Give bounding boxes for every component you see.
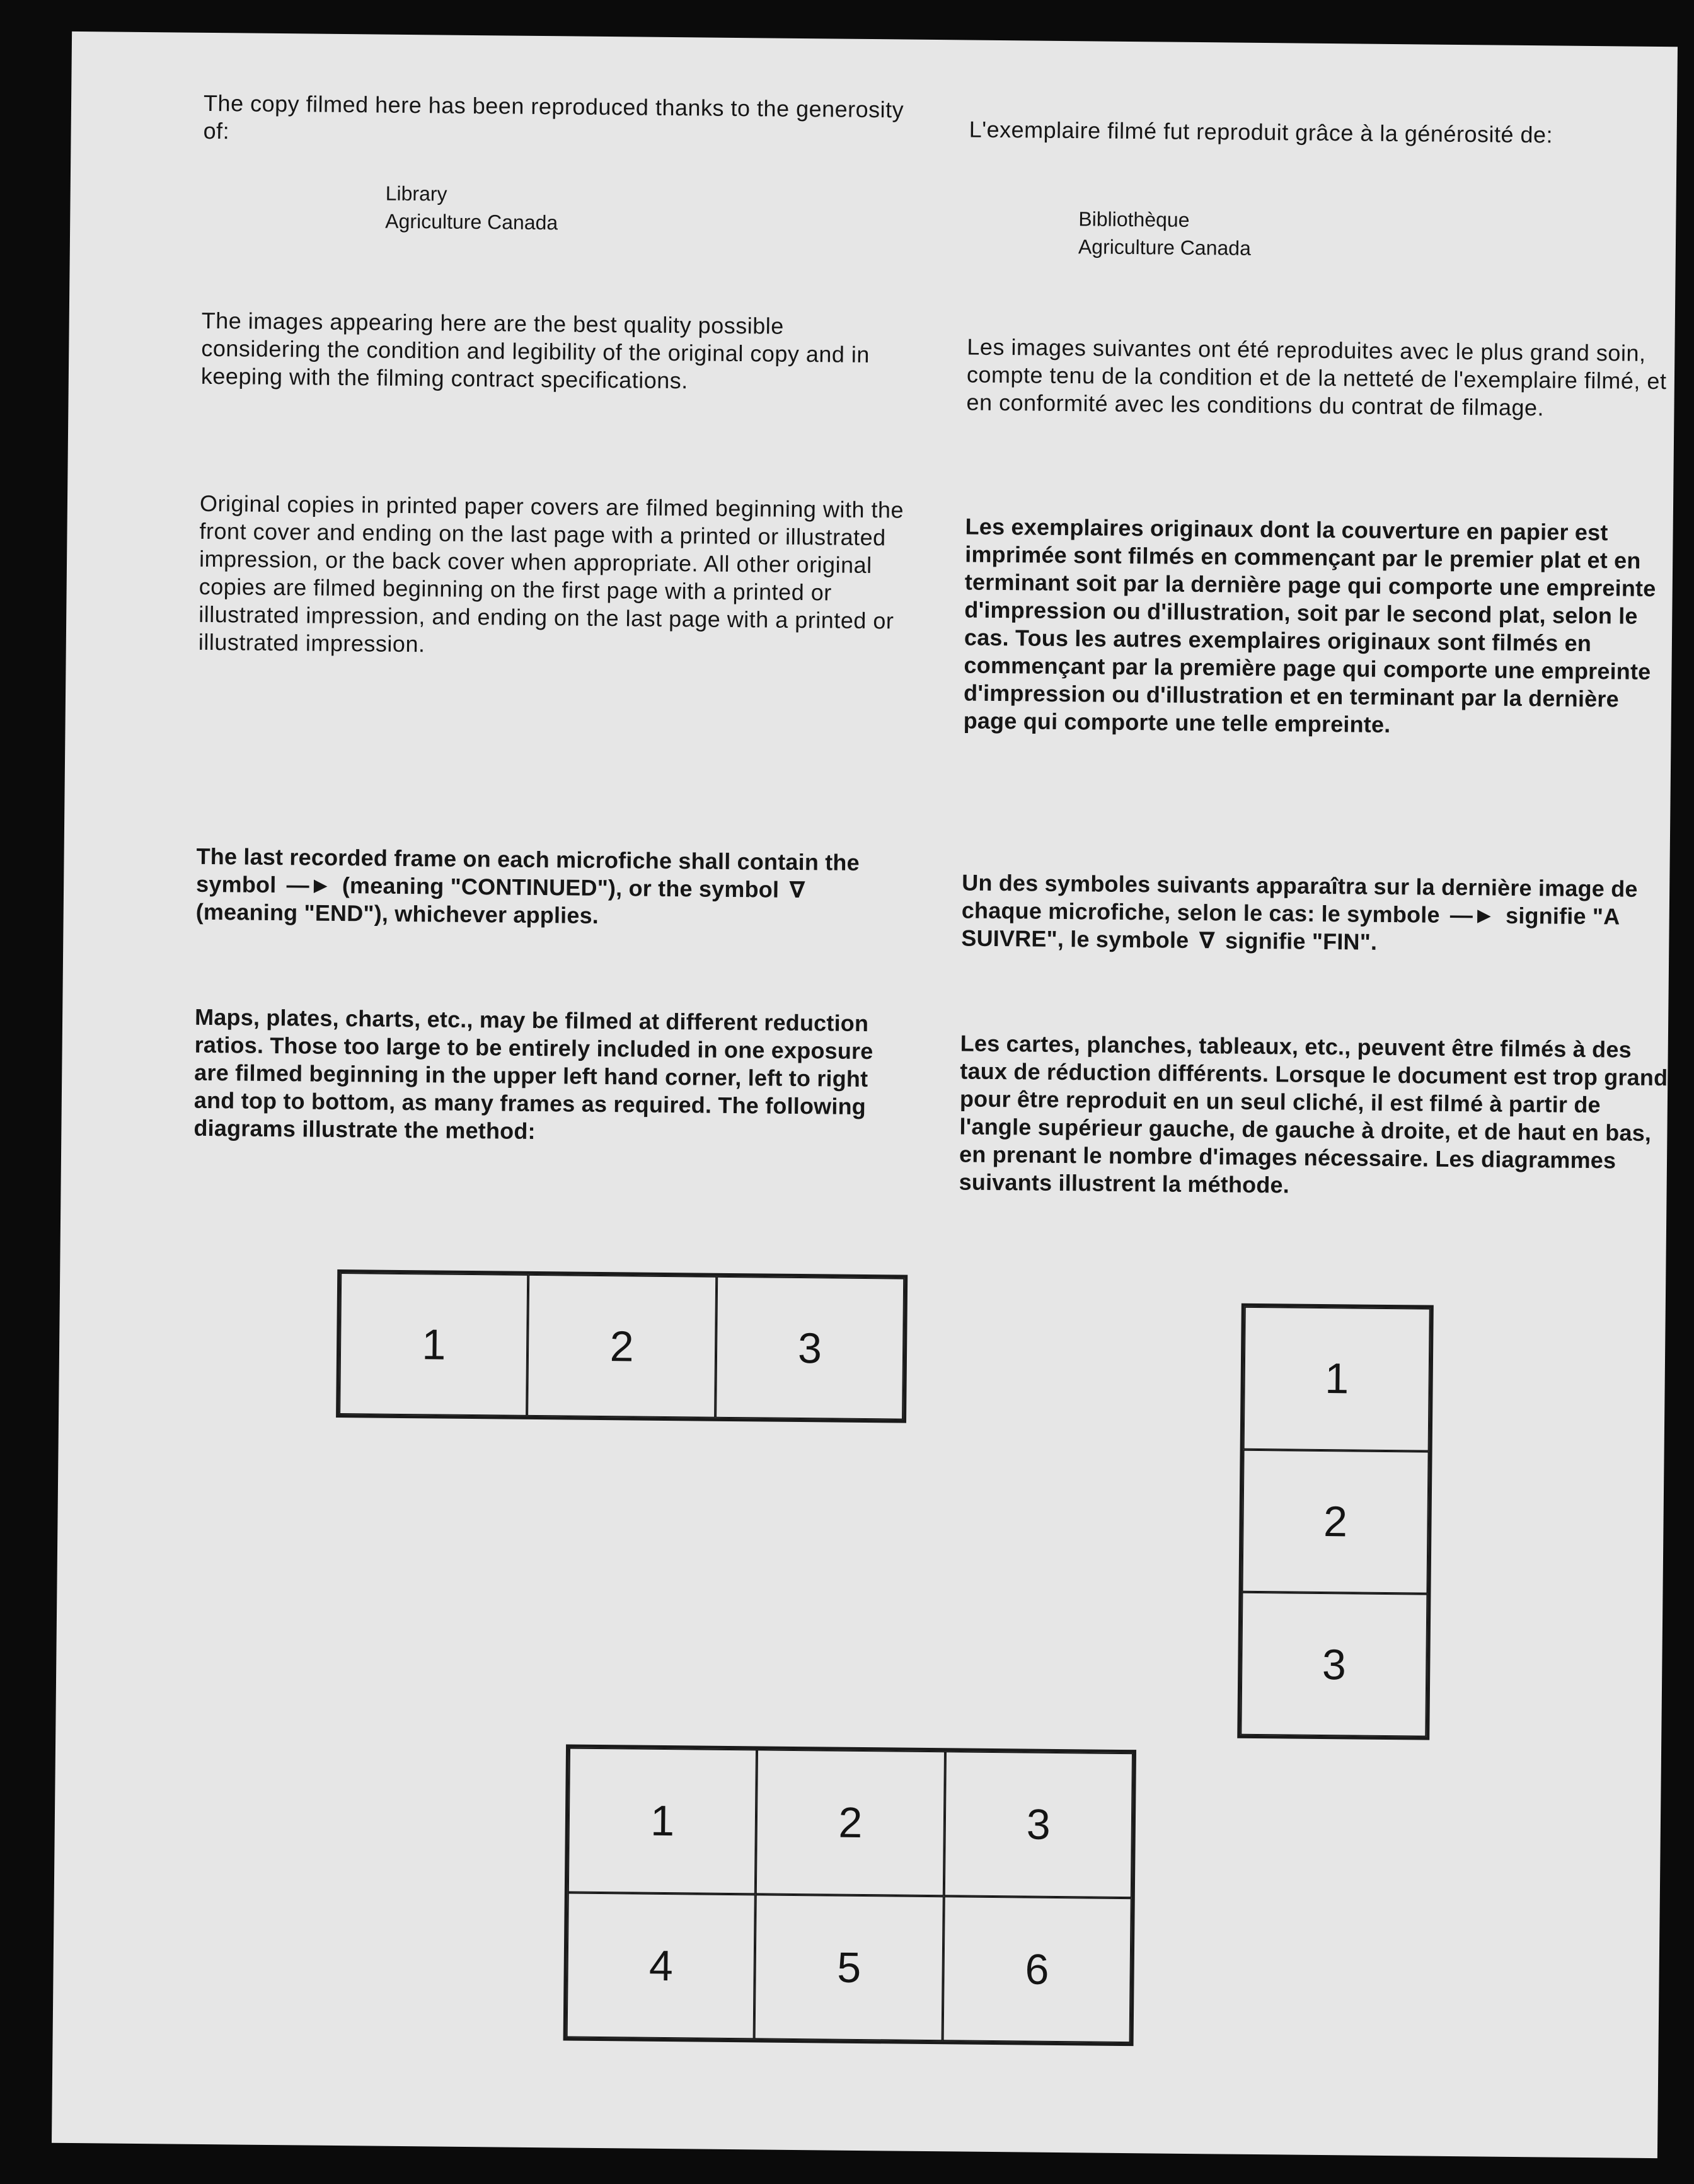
continued-arrow-icon: —► — [1449, 901, 1496, 928]
french-originals-paragraph: Les exemplaires originaux dont la couverture en papier est imprimée sont filmés en commençant par le premier plat et en terminant soit par la dernière page qui comporte une empreinte d'impression ou d'illustration, soit par le second plat, selon le cas. Tous les autres exemplaires originaux sont filmés en commençant par la première page qui comporte une empreinte d'impression ou d'illustration et en terminant par la dernière page qui comporte une telle empreinte. — [963, 513, 1656, 737]
french-symbol-text-1: Un des symboles suivants apparaîtra sur la dernière image de chaque microfiche, selon le cas: le symbole — [961, 869, 1638, 928]
continued-arrow-icon: —► — [286, 872, 332, 898]
frame-cell: 1 — [1243, 1307, 1431, 1451]
english-credit-library: Library — [385, 182, 447, 205]
frame-cell: 6 — [942, 1896, 1132, 2043]
end-triangle-icon: ∇ — [789, 876, 805, 903]
english-originals-paragraph: Original copies in printed paper covers are filmed beginning with the front cover and ending on the last page with a printed or illustrated impression, or the back cover when appropriate. All other original copies are filmed beginning on the first page with a printed or illustrated impression, and ending on the last page with a printed or illustrated impression. — [198, 490, 904, 657]
frame-cell: 2 — [1242, 1449, 1429, 1593]
frame-cell: 1 — [568, 1748, 758, 1895]
microfiche-target-page — [52, 32, 1678, 2158]
frame-cell: 2 — [527, 1274, 716, 1418]
french-symbol-text-3: signifie "FIN". — [1224, 927, 1378, 955]
english-symbol-text-1: The last recorded frame on each microfiche shall contain the symbol — [195, 843, 860, 898]
french-symbol-paragraph — [961, 869, 1671, 959]
english-quality-paragraph: The images appearing here are the best quality possible considering the condition and legibility of the original copy and in keeping with the filming contract specifications. — [200, 307, 870, 394]
english-symbol-text-3: (meaning "END"), whichever applies. — [195, 898, 599, 928]
vertical-frames-diagram — [1237, 1303, 1434, 1740]
frame-cell: 2 — [756, 1749, 945, 1896]
frame-cell: 3 — [943, 1751, 1133, 1898]
horizontal-frames-diagram — [336, 1269, 908, 1423]
frame-cell: 1 — [339, 1273, 528, 1416]
end-triangle-icon: ∇ — [1199, 927, 1216, 954]
french-credit-agriculture: Agriculture Canada — [1078, 235, 1252, 260]
frame-cell: 4 — [567, 1893, 756, 2040]
french-thanks: L'exemplaire filmé fut reproduit grâce à la générosité de: — [969, 116, 1553, 148]
english-thanks: The copy filmed here has been reproduced thanks to the generosity of: — [203, 90, 904, 144]
french-symbol-text-2: signifie "A SUIVRE", le symbole — [961, 902, 1620, 953]
french-column — [959, 116, 1678, 1198]
frame-cell: 3 — [1240, 1592, 1427, 1736]
english-column — [193, 90, 909, 1144]
frame-cell: 3 — [715, 1276, 904, 1420]
french-maps-paragraph: Les cartes, planches, tableaux, etc., peuvent être filmés à des taux de réduction différents. Lorsque le document est trop grand pour être reproduit en un seul cliché, il est filmé à partir de l'angle supérieur gauche, de gauche à droite, et de haut en bas, en prenant le nombre d'images nécessaire. Les diagrammes suivants illustrent la méthode. — [959, 1030, 1668, 1198]
english-symbol-text-2: (meaning "CONTINUED"), or the symbol — [342, 872, 780, 903]
french-quality-paragraph: Les images suivantes ont été reproduites avec le plus grand soin, compte tenu de la condition et de la netteté de l'exemplaire filmé, et en conformité avec les conditions du contrat de filmage. — [966, 333, 1667, 421]
english-symbol-paragraph — [196, 843, 902, 933]
english-maps-paragraph: Maps, plates, charts, etc., may be filmed at different reduction ratios. Those too large to be entirely included in one exposure are filmed beginning in the upper left hand corner, left to right and top to bottom, as many frames as required. The following diagrams illustrate the method: — [193, 1003, 873, 1144]
frame-cell: 5 — [754, 1894, 944, 2041]
grid-frames-diagram — [563, 1744, 1136, 2046]
french-credit-bibliotheque: Bibliothèque — [1078, 207, 1190, 231]
english-credit-agriculture: Agriculture Canada — [385, 209, 558, 234]
